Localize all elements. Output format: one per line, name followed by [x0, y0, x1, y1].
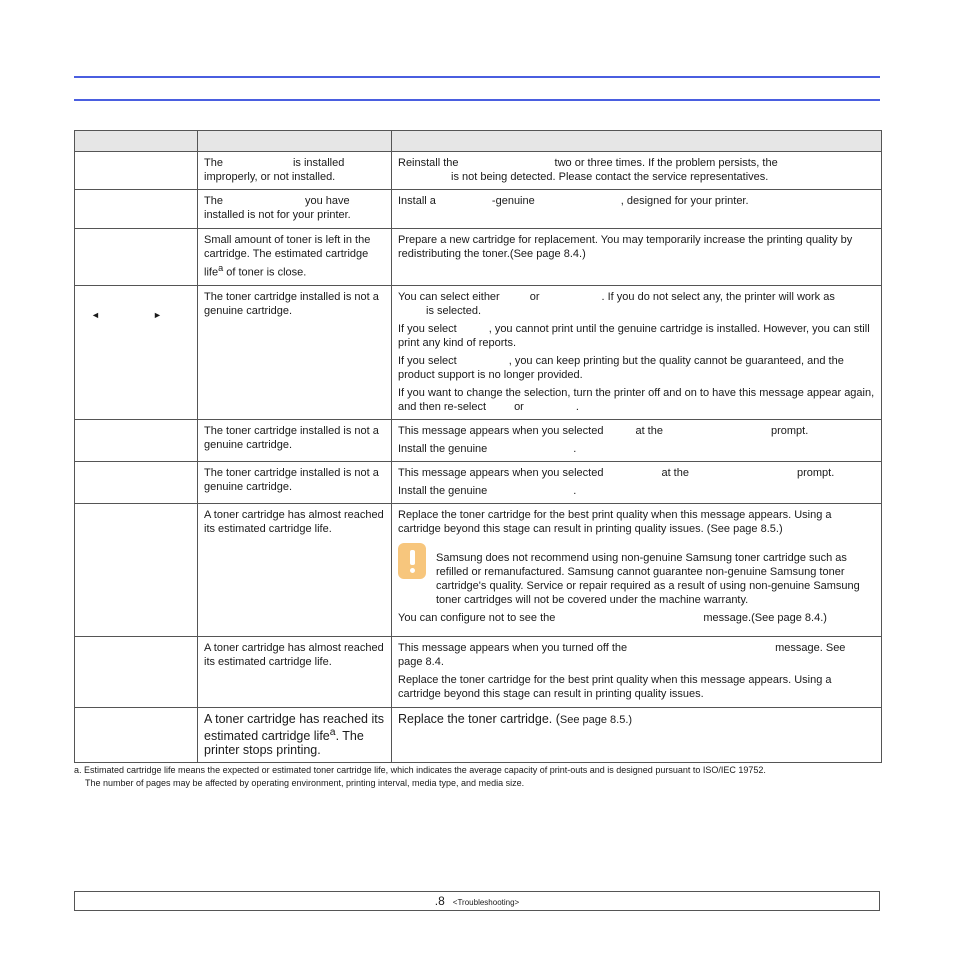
table-header-row [75, 131, 882, 152]
solution-cell: Prepare a new cartridge for replacement. You may temporarily increase the printing quality by redistributing the toner.(See page 8.4.) [392, 229, 882, 286]
message-cell [75, 636, 198, 707]
table-row [75, 461, 882, 503]
footnote-line-1: a. Estimated cartridge life means the expected or estimated toner cartridge life, which indicates the average capacity of print-outs and is designed pursuant to ISO/IEC 19752. [74, 765, 766, 775]
table-row [75, 503, 882, 636]
solution-cell: This message appears when you turned off the message. See page 8.4. Replace the toner cartridge for the best print quality when this message appears. Using a cartridge beyond this stage can result in printing quality issues. [392, 636, 882, 707]
solution-cell: Install a -genuine , designed for your printer. [392, 190, 882, 229]
solution-cell: Replace the toner cartridge for the best print quality when this message appears. Using a cartridge beyond this stage can result in printing quality issues. (See page 8.5.) Samsung does not recommend using non-genuine Samsung toner cartridge such as refilled or remanufactured. Samsung cannot guarantee non-genuine Samsung toner cartridge's quality. Service or repair required as a result of using non-genuine Samsung toner cartridges will not be covered under the machine warranty. You can configure not to see the message.(See page 8.4.) [392, 503, 882, 636]
solution-cell: You can select either or . If you do not select any, the printer will work as is selected. If you select , you cannot print until the genuine cartridge is installed. However, you can still print any kind of reports. If you select , you can keep printing but the quality cannot be guaranteed, and the product support is no longer provided. If you want to change the selection, turn the printer off and on to have this message appear again, and then re-select or . [392, 285, 882, 419]
table-row [75, 152, 882, 190]
message-cell [75, 503, 198, 636]
page-footer [74, 891, 880, 911]
solution-cell: Reinstall the two or three times. If the problem persists, the is not being detected. Please contact the service representatives. [392, 152, 882, 190]
meaning-cell: The you have installed is not for your printer. [198, 190, 392, 229]
header-rule-top [74, 76, 880, 78]
table-row [75, 419, 882, 461]
header-suggested-solutions [392, 131, 882, 152]
header-meaning [198, 131, 392, 152]
meaning-cell: The toner cartridge installed is not a genuine cartridge. [198, 285, 392, 419]
message-cell [75, 461, 198, 503]
meaning-cell: The toner cartridge installed is not a genuine cartridge. [198, 419, 392, 461]
meaning-cell: A toner cartridge has almost reached its estimated cartridge life. [198, 636, 392, 707]
solution-cell: Replace the toner cartridge. (See page 8.5.) [392, 707, 882, 762]
message-cell [75, 229, 198, 286]
table-row [75, 707, 882, 762]
caution-text: Samsung does not recommend using non-genuine Samsung toner cartridge such as refilled or remanufactured. Samsung cannot guarantee non-genuine Samsung toner cartridge's quality. Service or repair required as a result of using non-genuine Samsung toner cartridges will not be covered under the machine warranty. [436, 551, 860, 606]
page-number: .8 [434, 894, 445, 908]
caution-note [398, 546, 875, 607]
table-row [75, 190, 882, 229]
solution-cell: This message appears when you selected at the prompt. Install the genuine . [392, 419, 882, 461]
header-message [75, 131, 198, 152]
footnote [74, 764, 884, 790]
meaning-cell: The toner cartridge installed is not a genuine cartridge. [198, 461, 392, 503]
message-cell [75, 190, 198, 229]
meaning-cell: A toner cartridge has almost reached its estimated cartridge life. [198, 503, 392, 636]
arrow-right-icon: ► [153, 309, 162, 320]
solution-cell: This message appears when you selected at the prompt. Install the genuine . [392, 461, 882, 503]
message-cell [75, 707, 198, 762]
message-cell [75, 152, 198, 190]
message-cell [75, 285, 198, 419]
footnote-line-2: The number of pages may be affected by operating environment, printing interval, media type, and media size. [85, 778, 525, 788]
header-rule-bottom [74, 99, 880, 101]
meaning-cell: Small amount of toner is left in the cartridge. The estimated cartridge life$^a$ of toner is close. [198, 229, 392, 286]
arrow-left-icon: ◄ [91, 309, 100, 320]
table-row [75, 636, 882, 707]
meaning-cell: A toner cartridge has reached its estimated cartridge life$^a$. The printer stops printing. [198, 707, 392, 762]
section-label: <Troubleshooting> [452, 898, 520, 907]
table-row [75, 229, 882, 286]
meaning-cell: The is installed improperly, or not installed. [198, 152, 392, 190]
caution-icon [398, 543, 426, 579]
table-row [75, 285, 882, 419]
message-cell [75, 419, 198, 461]
troubleshooting-table [74, 130, 882, 763]
